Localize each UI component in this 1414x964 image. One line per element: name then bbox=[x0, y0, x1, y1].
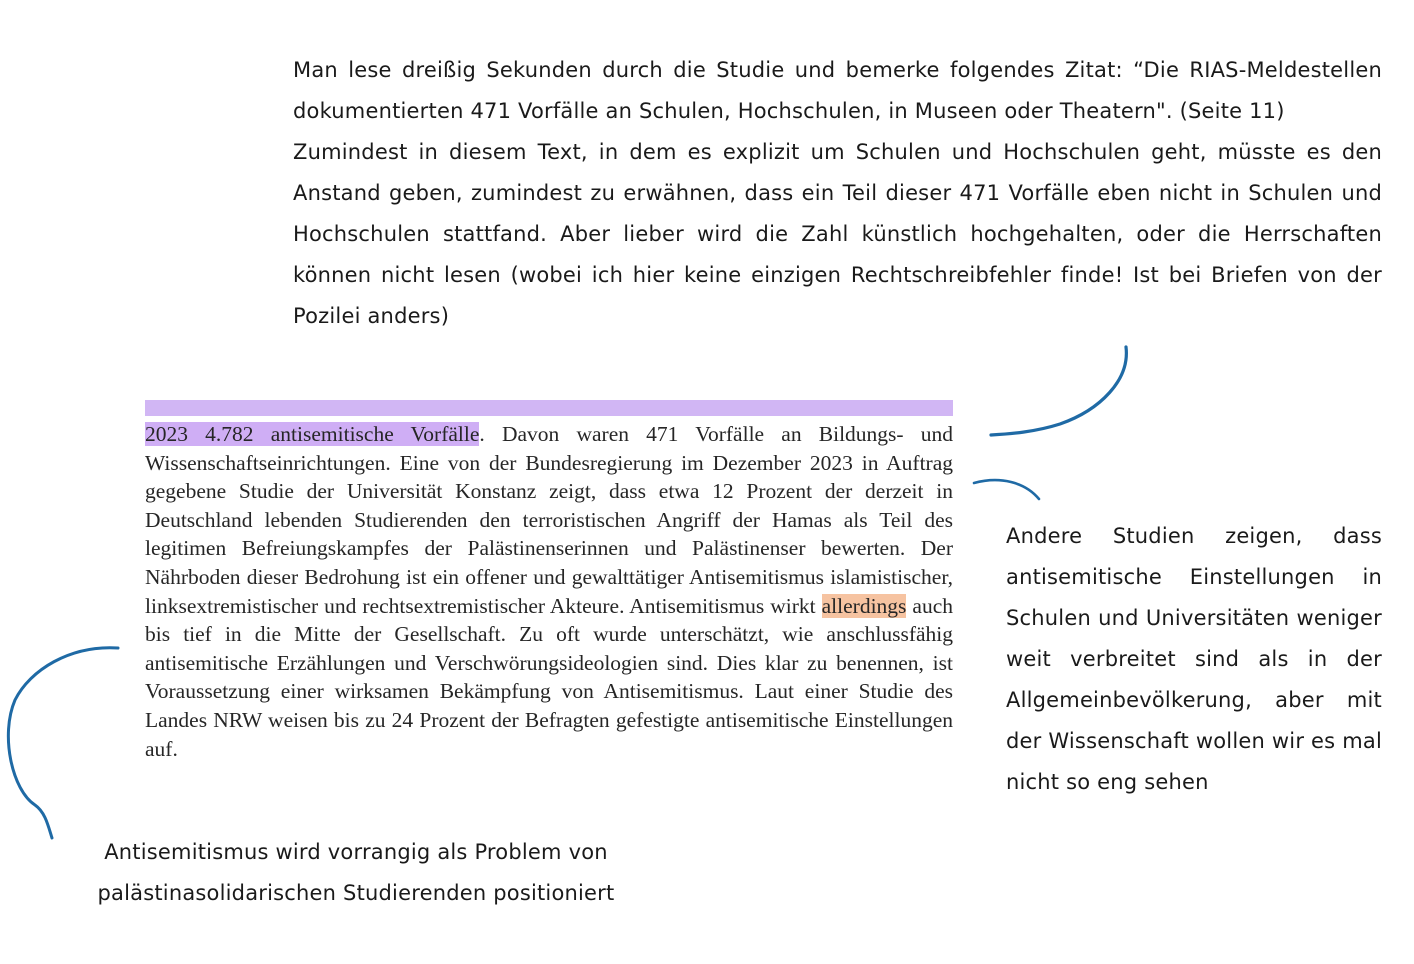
highlighted-word: allerdings bbox=[821, 593, 907, 618]
top-commentary-paragraph-1: Man lese dreißig Sekunden durch die Studie und bemerke folgendes Zitat: “Die RIAS-Meldestellen dokumentierten 471 Vorfälle an Schulen, Hochschulen, in Museen oder Theatern". (Seite 11) bbox=[293, 58, 1382, 123]
highlighted-incident-count: 2023 4.782 antisemitische Vorfälle bbox=[145, 422, 480, 446]
curve-right-to-excerpt bbox=[974, 480, 1039, 499]
bottom-commentary-line-2: palästinasolidarischen Studierenden positioniert bbox=[97, 881, 615, 905]
curve-top-to-excerpt bbox=[991, 347, 1126, 435]
study-excerpt bbox=[145, 392, 953, 802]
top-commentary-paragraph-2: Zumindest in diesem Text, in dem es explizit um Schulen und Hochschulen geht, müsste es den Anstand geben, zumindest zu erwähnen, dass ein Teil dieser 471 Vorfälle eben nicht in Schulen und Hochschulen stattfand. Aber lieber wird die Zahl künstlich hochgehalten, oder die Herrschaften können nicht lesen (wobei ich hier keine einzigen Rechtschreibfehler finde! Ist bei Briefen von der Pozilei anders) bbox=[293, 140, 1382, 328]
excerpt-text-part-1: . Davon waren 471 Vorfälle an Bildungs- und Wissenschaftseinrichtungen. Eine von der Bundesregierung im Dezember 2023 in Auftrag gegebene Studie der Universität Konstanz zeigt, dass etwa 12 Prozent der derzeit in Deutschland lebenden Studierenden den terroristischen Angriff der Hamas als Teil des legitimen Befreiungskampfes der Palästinenserinnen und Palästinenser bewerten. Der Nährboden dieser Bedrohung ist ein offener und gewalttätiger Antisemitismus islamistischer, linksextremistischer und rechtsextremistischer Akteure. Antisemitismus wirkt bbox=[145, 422, 953, 618]
right-commentary-text: Andere Studien zeigen, dass antisemitische Einstellungen in Schulen und Universitäten weniger weit verbreitet sind als in der Allgemeinbevölkerung, aber mit der Wissenschaft wollen wir es mal nicht so eng sehen bbox=[1006, 524, 1382, 794]
excerpt-cutoff-line bbox=[145, 392, 953, 416]
bottom-commentary bbox=[40, 832, 672, 914]
curve-bottom-to-excerpt bbox=[8, 648, 118, 838]
bottom-commentary-line-1: Antisemitismus wird vorrangig als Problem von bbox=[104, 840, 608, 864]
right-commentary bbox=[1006, 516, 1382, 803]
excerpt-text-part-2: auch bis tief in die Mitte der Gesellschaft. Zu oft wurde unterschätzt, wie anschlussfähig antisemitische Erzählungen und Verschwörungsideologien sind. Dies klar zu benennen, ist Voraussetzung einer wirksamen Bekämpfung von Antisemitismus. Laut einer Studie des Landes NRW weisen bis zu 24 Prozent der Befragten gefestigte antisemitische Einstellungen auf. bbox=[145, 593, 953, 761]
excerpt-text bbox=[145, 420, 953, 763]
top-commentary bbox=[293, 50, 1382, 337]
